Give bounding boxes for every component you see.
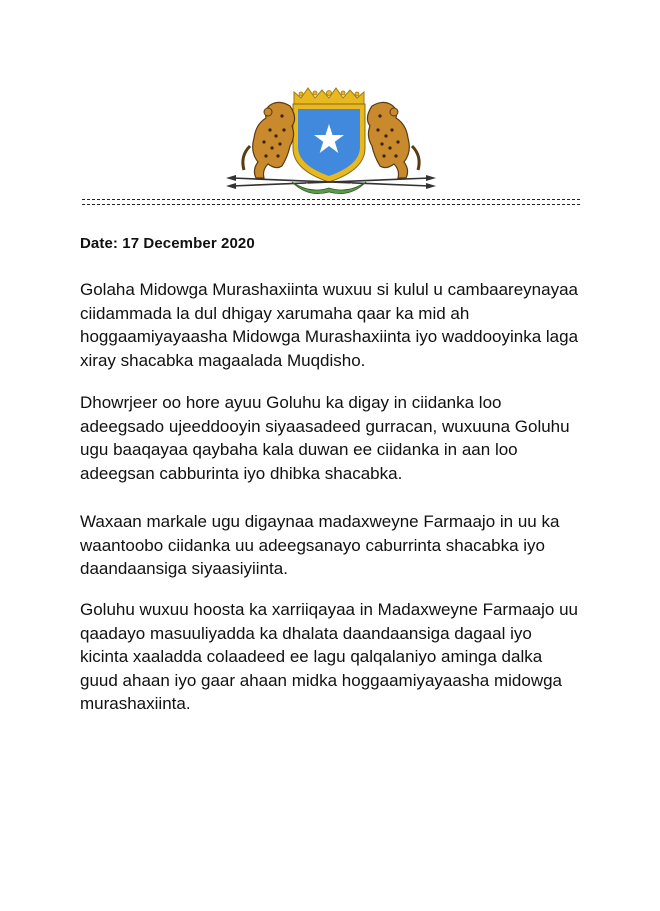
shield-icon (293, 104, 365, 182)
paragraph-2: Dhowrjeer oo hore ayuu Goluhu ka digay in ciidanka loo adeegsado ujeeddooyin siyaasadeed gurracan, wuxuuna Goluhu ugu baaqayaa qaybaha kala duwan ee ciidanka in aan loo adeegsan cabburinta iyo dhibka shacabka. (80, 393, 570, 483)
paragraph-4: Goluhu wuxuu hoosta ka xarriiqayaa in Madaxweyne Farmaajo uu qaadayo masuuliyadda ka dhalata daandaansiga dagaal iyo kicinta xaaladda colaadeed ee lagu qalqalaniyo aminga dalka guud ahaan iyo gaar ahaan midka hoggaamiyayaasha midowga murashaxiinta. (80, 600, 578, 713)
coat-of-arms-emblem (222, 86, 440, 198)
document-date: Date: 17 December 2020 (80, 235, 255, 252)
separator-line (82, 199, 580, 205)
paragraph-1: Golaha Midowga Murashaxiinta wuxuu si kulul u cambaareynayaa ciidammada la dul dhigay xarumaha qaar ka mid ah hoggaamiyayaasha Midowga Murashaxiinta iyo waddooyinka laga xiray shacabka magaalada Muqdisho. (80, 280, 579, 370)
crown-icon (294, 88, 364, 104)
right-leopard-icon (367, 102, 419, 178)
paragraph-3: Waxaan markale ugu digaynaa madaxweyne Farmaajo in uu ka waantoobo ciidanka uu adeegsanayo caburrinta shacabka iyo daandaansiga siyaasiyiinta. (80, 512, 560, 578)
left-leopard-icon (243, 102, 295, 178)
